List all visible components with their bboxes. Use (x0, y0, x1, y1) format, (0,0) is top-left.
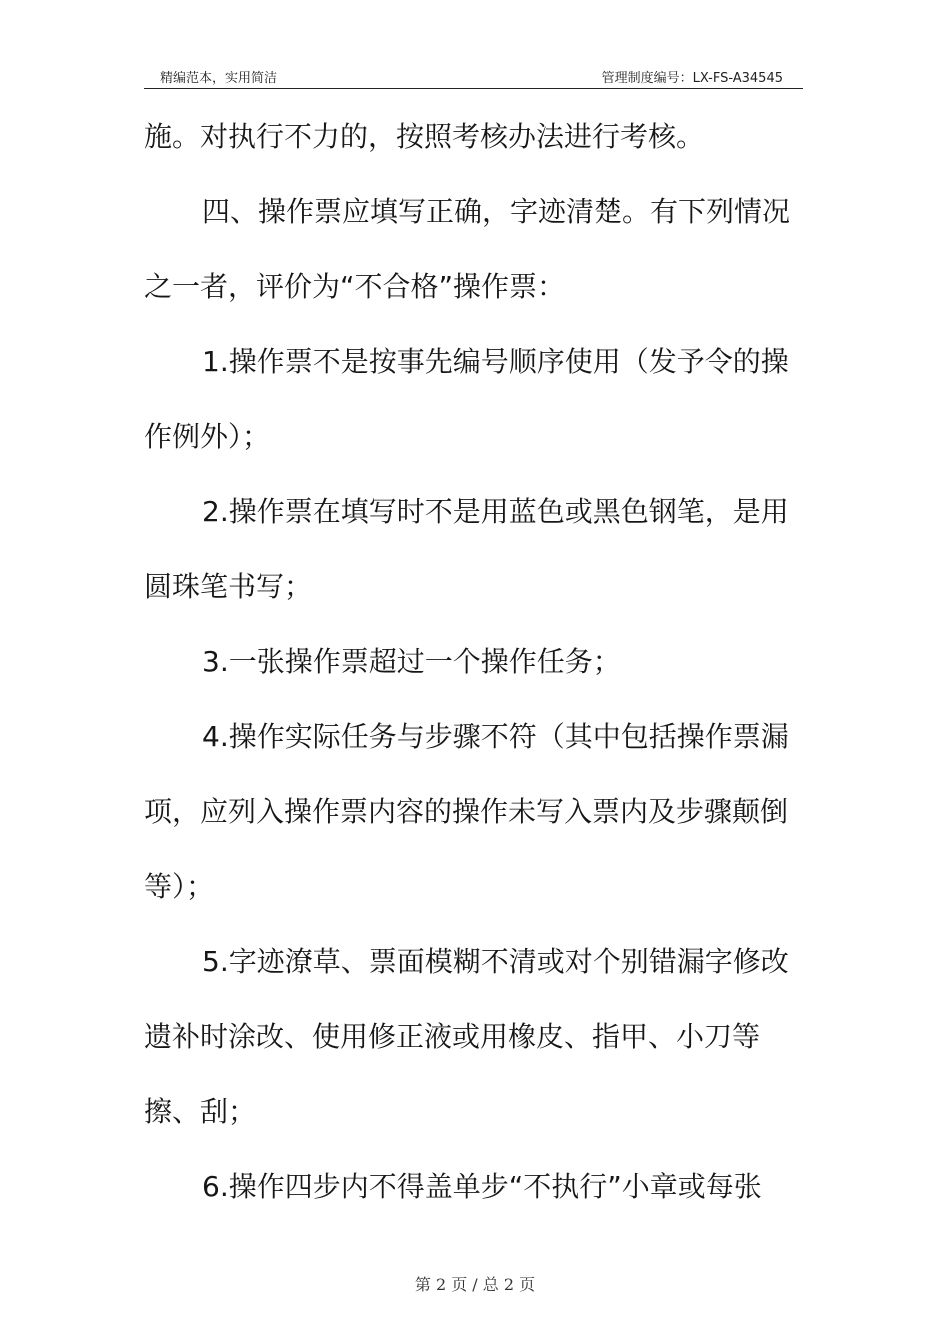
text-line: 3.一张操作票超过一个操作任务； (202, 645, 621, 678)
text-line: 等）； (144, 870, 215, 903)
text-line: 四、操作票应填写正确，字迹清楚。有下列情况 (202, 195, 791, 228)
text-line: 4.操作实际任务与步骤不符（其中包括操作票漏 (202, 720, 789, 753)
text-line: 项，应列入操作票内容的操作未写入票内及步骤颠倒 (144, 795, 789, 828)
page-header (144, 62, 803, 89)
header-document-number: 管理制度编号：LX-FS-A34545 (601, 71, 783, 86)
text-line: 1.操作票不是按事先编号顺序使用（发予令的操 (202, 345, 789, 378)
text-line: 圆珠笔书写； (144, 570, 313, 603)
page-footer: 第 2 页 / 总 2 页 (414, 1275, 536, 1294)
text-line: 遗补时涂改、使用修正液或用橡皮、指甲、小刀等 (144, 1020, 761, 1053)
text-line: 施。对执行不力的，按照考核办法进行考核。 (144, 120, 705, 153)
text-line: 5.字迹潦草、票面模糊不清或对个别错漏字修改 (202, 945, 789, 978)
text-line: 之一者，评价为“不合格”操作票： (144, 270, 566, 303)
header-left-text: 精编范本，实用简洁 (160, 71, 278, 86)
text-line: 作例外）； (144, 420, 271, 453)
text-line: 2.操作票在填写时不是用蓝色或黑色钢笔，是用 (202, 495, 789, 528)
text-line: 6.操作四步内不得盖单步“不执行”小章或每张 (202, 1170, 762, 1203)
text-line: 擦、刮； (144, 1095, 257, 1128)
document-body (144, 118, 806, 1243)
